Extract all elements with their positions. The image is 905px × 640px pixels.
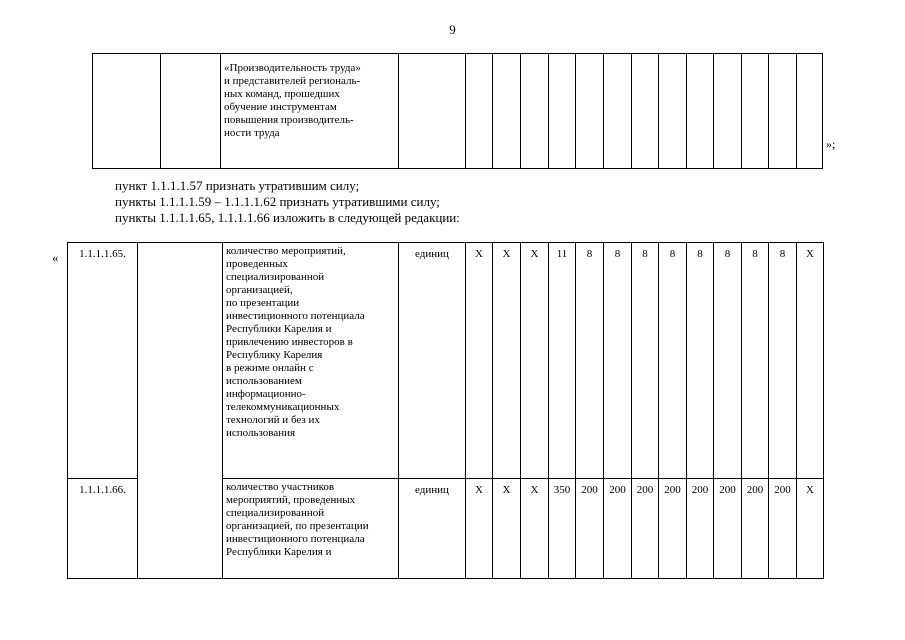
indicator-description: количество участников мероприятий, проведенных специализированной организацией, по презентации инвестиционного потенциала Республики Карелия и xyxy=(223,479,399,579)
empty-cell xyxy=(161,54,221,169)
paragraph: пункты 1.1.1.1.59 – 1.1.1.1.62 признать утратившими силу; xyxy=(115,194,440,209)
value-cell: 200 xyxy=(604,479,632,579)
indicator-code: 1.1.1.1.66. xyxy=(68,479,138,579)
empty-cell xyxy=(659,54,687,169)
value-cell: 200 xyxy=(632,479,659,579)
empty-cell xyxy=(687,54,714,169)
value-cell: Х xyxy=(521,243,549,479)
value-cell: 8 xyxy=(604,243,632,479)
indicator-table xyxy=(67,242,824,579)
empty-cell xyxy=(138,243,223,579)
empty-cell xyxy=(549,54,576,169)
closing-quote-mark: »; xyxy=(826,137,836,151)
value-cell: 8 xyxy=(632,243,659,479)
empty-cell xyxy=(399,54,466,169)
value-cell: Х xyxy=(797,243,824,479)
value-cell: Х xyxy=(493,243,521,479)
empty-cell xyxy=(632,54,659,169)
value-cell: 200 xyxy=(714,479,742,579)
value-cell: 8 xyxy=(659,243,687,479)
page-number: 9 xyxy=(449,22,456,37)
value-cell: 200 xyxy=(576,479,604,579)
value-cell: 8 xyxy=(687,243,714,479)
value-cell: 8 xyxy=(714,243,742,479)
empty-cell xyxy=(769,54,797,169)
empty-cell xyxy=(714,54,742,169)
value-cell: 200 xyxy=(769,479,797,579)
value-cell: Х xyxy=(466,479,493,579)
table-row xyxy=(68,243,824,479)
empty-cell xyxy=(576,54,604,169)
empty-cell xyxy=(521,54,549,169)
unit-cell: единиц xyxy=(399,243,466,479)
value-cell: 8 xyxy=(576,243,604,479)
value-cell: 200 xyxy=(687,479,714,579)
value-cell: Х xyxy=(493,479,521,579)
empty-cell xyxy=(742,54,769,169)
indicator-description: количество мероприятий, проведенных специализированной организацией, по презентации инвестиционного потенциала Республики Карелия и привлечению инвесторов в Республику Карелия в режиме онлайн с использованием информационно- телекоммуникационных технологий и без их использования xyxy=(223,243,399,479)
value-cell: Х xyxy=(521,479,549,579)
continuation-table xyxy=(92,53,823,169)
paragraph: пункт 1.1.1.1.57 признать утратившим силу; xyxy=(115,178,360,193)
value-cell: 200 xyxy=(742,479,769,579)
indicator-description: «Производительность труда» и представителей региональ- ных команд, прошедших обучение инструментам повышения производитель- ности труда xyxy=(221,54,399,169)
empty-cell xyxy=(493,54,521,169)
empty-cell xyxy=(466,54,493,169)
value-cell: Х xyxy=(797,479,824,579)
value-cell: 200 xyxy=(659,479,687,579)
value-cell: Х xyxy=(466,243,493,479)
value-cell: 350 xyxy=(549,479,576,579)
indicator-code: 1.1.1.1.65. xyxy=(68,243,138,479)
paragraph: пункты 1.1.1.1.65, 1.1.1.1.66 изложить в следующей редакции: xyxy=(115,210,460,225)
unit-cell: единиц xyxy=(399,479,466,579)
value-cell: 11 xyxy=(549,243,576,479)
empty-cell xyxy=(604,54,632,169)
value-cell: 8 xyxy=(742,243,769,479)
value-cell: 8 xyxy=(769,243,797,479)
empty-cell xyxy=(797,54,823,169)
empty-cell xyxy=(93,54,161,169)
opening-quote-mark: « xyxy=(52,250,59,265)
